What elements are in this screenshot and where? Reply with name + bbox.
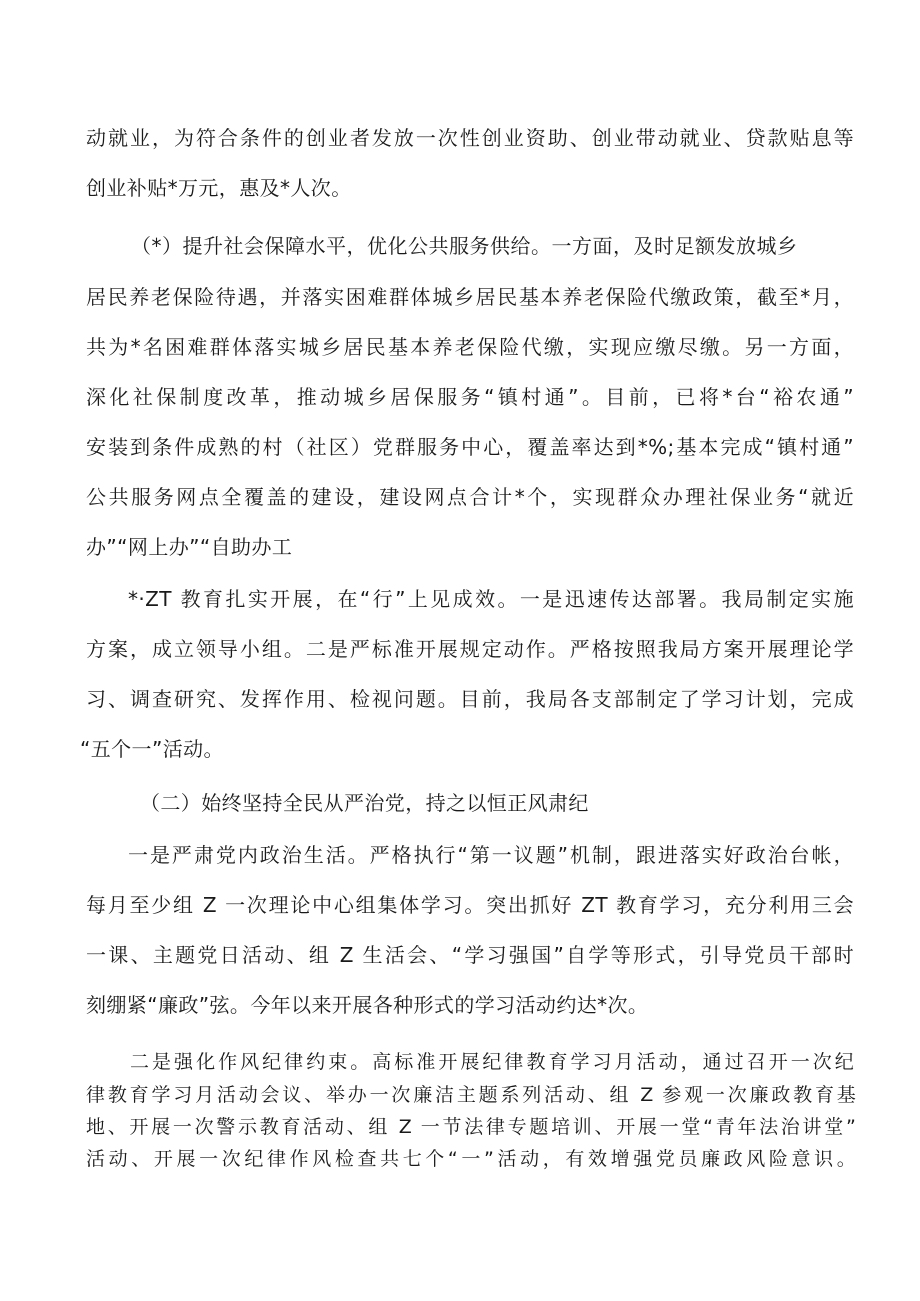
text-line: （*）提升社会保障水平，优化公共服务供给。一方面，及时足额发放城乡	[131, 234, 798, 258]
text-line: 安装到条件成熟的村（社区）党群服务中心，覆盖率达到*%;基本完成“镇村通”	[86, 435, 854, 459]
text-line: 创业补贴*万元，惠及*人次。	[86, 176, 352, 200]
text-line: 深化社保制度改革，推动城乡居保服务“镇村通”。目前，已将*台“裕农通”	[86, 385, 854, 409]
text-line: 习、调查研究、发挥作用、检视问题。目前，我局各支部制定了学习计划，完成	[86, 687, 854, 711]
text-line: 公共服务网点全覆盖的建设，建设网点合计*个，实现群众办理社保业务“就近	[86, 485, 854, 509]
text-line: “五个一”活动。	[80, 737, 224, 761]
text-line: *·ZT 教育扎实开展，在“行”上见成效。一是迅速传达部署。我局制定实施	[128, 587, 854, 611]
text-line: 刻绷紧“廉政”弦。今年以来开展各种形式的学习活动约达*次。	[86, 993, 649, 1017]
text-line: 方案，成立领导小组。二是严标准开展规定动作。严格按照我局方案开展理论学	[86, 637, 854, 661]
text-line: 二是强化作风纪律约束。高标准开展纪律教育学习月活动，通过召开一次纪	[130, 1051, 854, 1073]
text-line: 一是严肃党内政治生活。严格执行“第一议题”机制，跟进落实好政治台帐，	[128, 843, 854, 867]
text-line: 居民养老保险待遇，并落实困难群体城乡居民基本养老保险代缴政策，截至*月，	[86, 285, 854, 309]
text-line: 每月至少组 Z 一次理论中心组集体学习。突出抓好 ZT 教育学习，充分利用三会	[86, 893, 854, 917]
text-line: 一课、主题党日活动、组 Z 生活会、“学习强国”自学等形式，引导党员干部时	[86, 943, 854, 967]
text-line: 共为*名困难群体落实城乡居民基本养老保险代缴，实现应缴尽缴。另一方面，	[86, 335, 854, 359]
text-line: 动就业，为符合条件的创业者发放一次性创业资助、创业带动就业、贷款贴息等	[86, 126, 854, 150]
text-line: 地、开展一次警示教育活动、组 Z 一节法律专题培训、开展一堂“青年法治讲堂”	[86, 1116, 856, 1138]
text-line: 律教育学习月活动会议、举办一次廉洁主题系列活动、组 Z 参观一次廉政教育基	[86, 1084, 856, 1106]
section-heading: （二）始终坚持全民从严治党，持之以恒正风肃纪	[140, 791, 589, 815]
text-line: 办”“网上办”“自助办工	[86, 535, 293, 559]
text-line: 活动、开展一次纪律作风检查共七个“一”活动，有效增强党员廉政风险意识。	[86, 1148, 856, 1170]
